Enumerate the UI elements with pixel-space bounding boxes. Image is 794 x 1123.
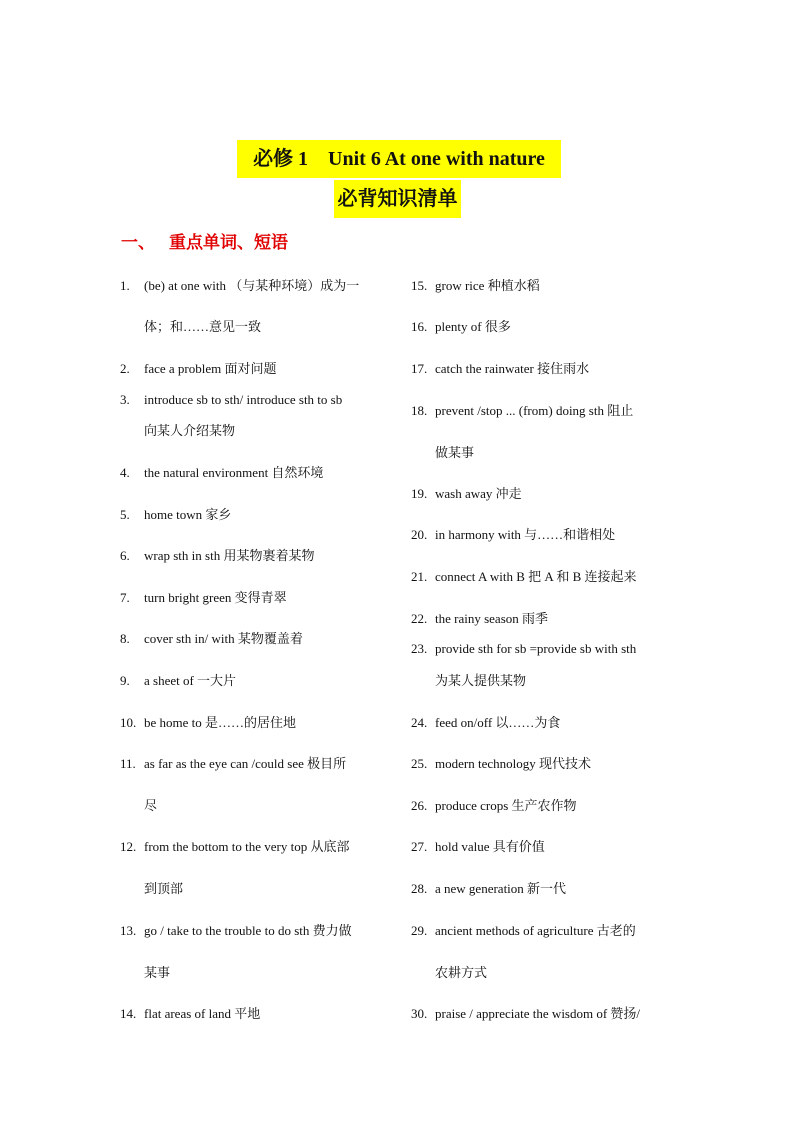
item-number: 24. [411,715,428,730]
item-text-continued: 农耕方式 [435,965,488,980]
item-text-continued: 尽 [144,798,158,813]
item-number: 2. [120,361,130,376]
item-text: in harmony with 与……和谐相处 [435,527,616,542]
item-number: 17. [411,361,428,376]
item-text: wash away 冲走 [435,486,522,501]
item-number: 30. [411,1006,428,1021]
title-line-1: 必修 1 Unit 6 At one with nature [237,140,561,178]
item-number: 25. [411,756,428,771]
item-text: go / take to the trouble to do sth 费力做 [144,923,352,938]
item-text-continued: 到顶部 [144,881,184,896]
item-number: 1. [120,278,130,293]
item-text: provide sth for sb =provide sb with sth [435,641,637,656]
item-number: 28. [411,881,428,896]
item-text: the natural environment 自然环境 [144,465,324,480]
item-text: home town 家乡 [144,507,232,522]
item-number: 5. [120,507,130,522]
item-text: as far as the eye can /could see 极目所 [144,756,347,771]
item-text-continued: 体；和……意见一致 [144,319,262,334]
item-number: 6. [120,548,130,563]
item-text-continued: 向某人介绍某物 [144,423,236,438]
item-text: modern technology 现代技术 [435,756,591,771]
item-text: introduce sb to sth/ introduce sth to sb [144,392,343,407]
item-text: grow rice 种植水稻 [435,278,540,293]
item-number: 20. [411,527,428,542]
item-number: 7. [120,590,130,605]
section-title: 重点单词、短语 [169,233,288,252]
item-number: 29. [411,923,428,938]
item-number: 26. [411,798,428,813]
item-number: 22. [411,611,428,626]
item-number: 16. [411,319,428,334]
item-number: 3. [120,392,130,407]
item-text: a sheet of 一大片 [144,673,237,688]
item-text: wrap sth in sth 用某物裹着某物 [144,548,315,563]
item-text-continued: 为某人提供某物 [435,673,527,688]
item-number: 18. [411,403,428,418]
section-number: 一、 [121,233,155,252]
item-text: prevent /stop ... (from) doing sth 阻止 [435,403,634,418]
item-text: turn bright green 变得青翠 [144,590,287,605]
item-text: praise / appreciate the wisdom of 赞扬/ [435,1006,641,1021]
item-text: cover sth in/ with 某物覆盖着 [144,631,303,646]
item-text: be home to 是……的居住地 [144,715,297,730]
section-heading [121,230,288,256]
item-text: a new generation 新一代 [435,881,567,896]
item-number: 13. [120,923,137,938]
item-number: 11. [120,756,136,771]
item-text: face a problem 面对问题 [144,361,277,376]
item-number: 9. [120,673,130,688]
item-text: produce crops 生产农作物 [435,798,577,813]
item-number: 4. [120,465,130,480]
item-text: plenty of 很多 [435,319,511,334]
item-text: catch the rainwater 接住雨水 [435,361,590,376]
item-text-continued: 做某事 [435,445,475,460]
title-line-2: 必背知识清单 [334,180,461,218]
item-number: 23. [411,641,428,656]
item-number: 21. [411,569,428,584]
item-number: 14. [120,1006,137,1021]
item-number: 19. [411,486,428,501]
item-number: 10. [120,715,137,730]
item-text: ancient methods of agriculture 古老的 [435,923,636,938]
item-text: hold value 具有价值 [435,839,545,854]
item-text: flat areas of land 平地 [144,1006,261,1021]
item-number: 8. [120,631,130,646]
item-text: from the bottom to the very top 从底部 [144,839,350,854]
item-number: 15. [411,278,428,293]
item-number: 12. [120,839,137,854]
item-text: the rainy season 雨季 [435,611,549,626]
item-text: feed on/off 以……为食 [435,715,561,730]
item-text: (be) at one with （与某种环境）成为一 [144,278,360,293]
item-number: 27. [411,839,428,854]
item-text-continued: 某事 [144,965,171,980]
item-text: connect A with B 把 A 和 B 连接起来 [435,569,637,584]
